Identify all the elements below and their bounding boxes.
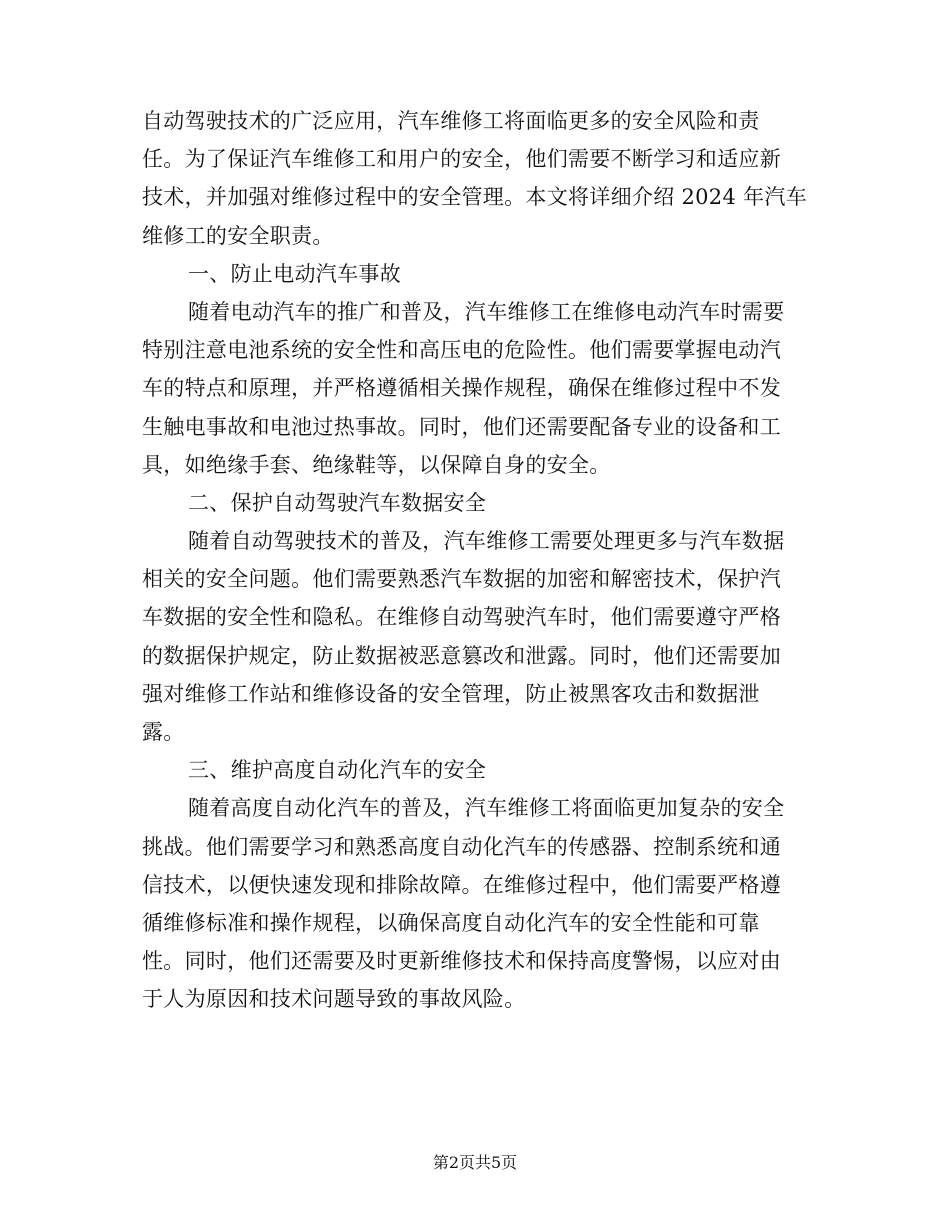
text-line: 于人为原因和技术问题导致的事故风险。 (142, 987, 526, 1012)
text-line: 强对维修工作站和维修设备的安全管理，防止被黑客攻击和数据泄 (142, 681, 760, 706)
text-line: 随着高度自动化汽车的普及，汽车维修工将面临更加复杂的安全 (188, 796, 785, 821)
page-number: 第2页共5页 (432, 1153, 518, 1172)
text-line: 特别注意电池系统的安全性和高压电的危险性。他们需要掌握电动汽 (142, 338, 781, 363)
text-line: 具，如绝缘手套、绝缘鞋等，以保障自身的安全。 (142, 452, 611, 477)
text-line: 维修工的安全职责。 (142, 223, 334, 248)
text-line: 性。同时，他们还需要及时更新维修技术和保持高度警惕，以应对由 (142, 949, 781, 974)
text-line: 技术，并加强对维修过程中的安全管理。本文将详细介绍 2024 年汽车 (142, 185, 807, 210)
text-line: 挑战。他们需要学习和熟悉高度自动化汽车的传感器、控制系统和通 (142, 834, 781, 859)
text-line: 随着电动汽车的推广和普及，汽车维修工在维修电动汽车时需要 (188, 299, 785, 324)
section-heading: 三、维护高度自动化汽车的安全 (188, 758, 487, 783)
text-line: 露。 (142, 720, 185, 744)
text-line: 的数据保护规定，防止数据被恶意篡改和泄露。同时，他们还需要加 (142, 643, 781, 668)
section-heading: 一、防止电动汽车事故 (188, 261, 401, 286)
text-line: 相关的安全问题。他们需要熟悉汽车数据的加密和解密技术，保护汽 (142, 567, 781, 592)
text-line: 车数据的安全性和隐私。在维修自动驾驶汽车时，他们需要遵守严格 (142, 605, 781, 630)
text-line: 信技术，以便快速发现和排除故障。在维修过程中，他们需要严格遵 (142, 872, 781, 897)
text-line: 车的特点和原理，并严格遵循相关操作规程，确保在维修过程中不发 (142, 376, 781, 401)
section-heading: 二、保护自动驾驶汽车数据安全 (188, 490, 487, 515)
text-line: 循维修标准和操作规程，以确保高度自动化汽车的安全性能和可靠 (142, 910, 760, 935)
document-body (142, 102, 810, 1019)
text-line: 自动驾驶技术的广泛应用，汽车维修工将面临更多的安全风险和责 (142, 109, 760, 133)
text-line: 生触电事故和电池过热事故。同时，他们还需要配备专业的设备和工 (142, 414, 781, 439)
text-line: 任。为了保证汽车维修工和用户的安全，他们需要不断学习和适应新 (142, 147, 781, 172)
text-line: 随着自动驾驶技术的普及，汽车维修工需要处理更多与汽车数据 (188, 529, 785, 554)
